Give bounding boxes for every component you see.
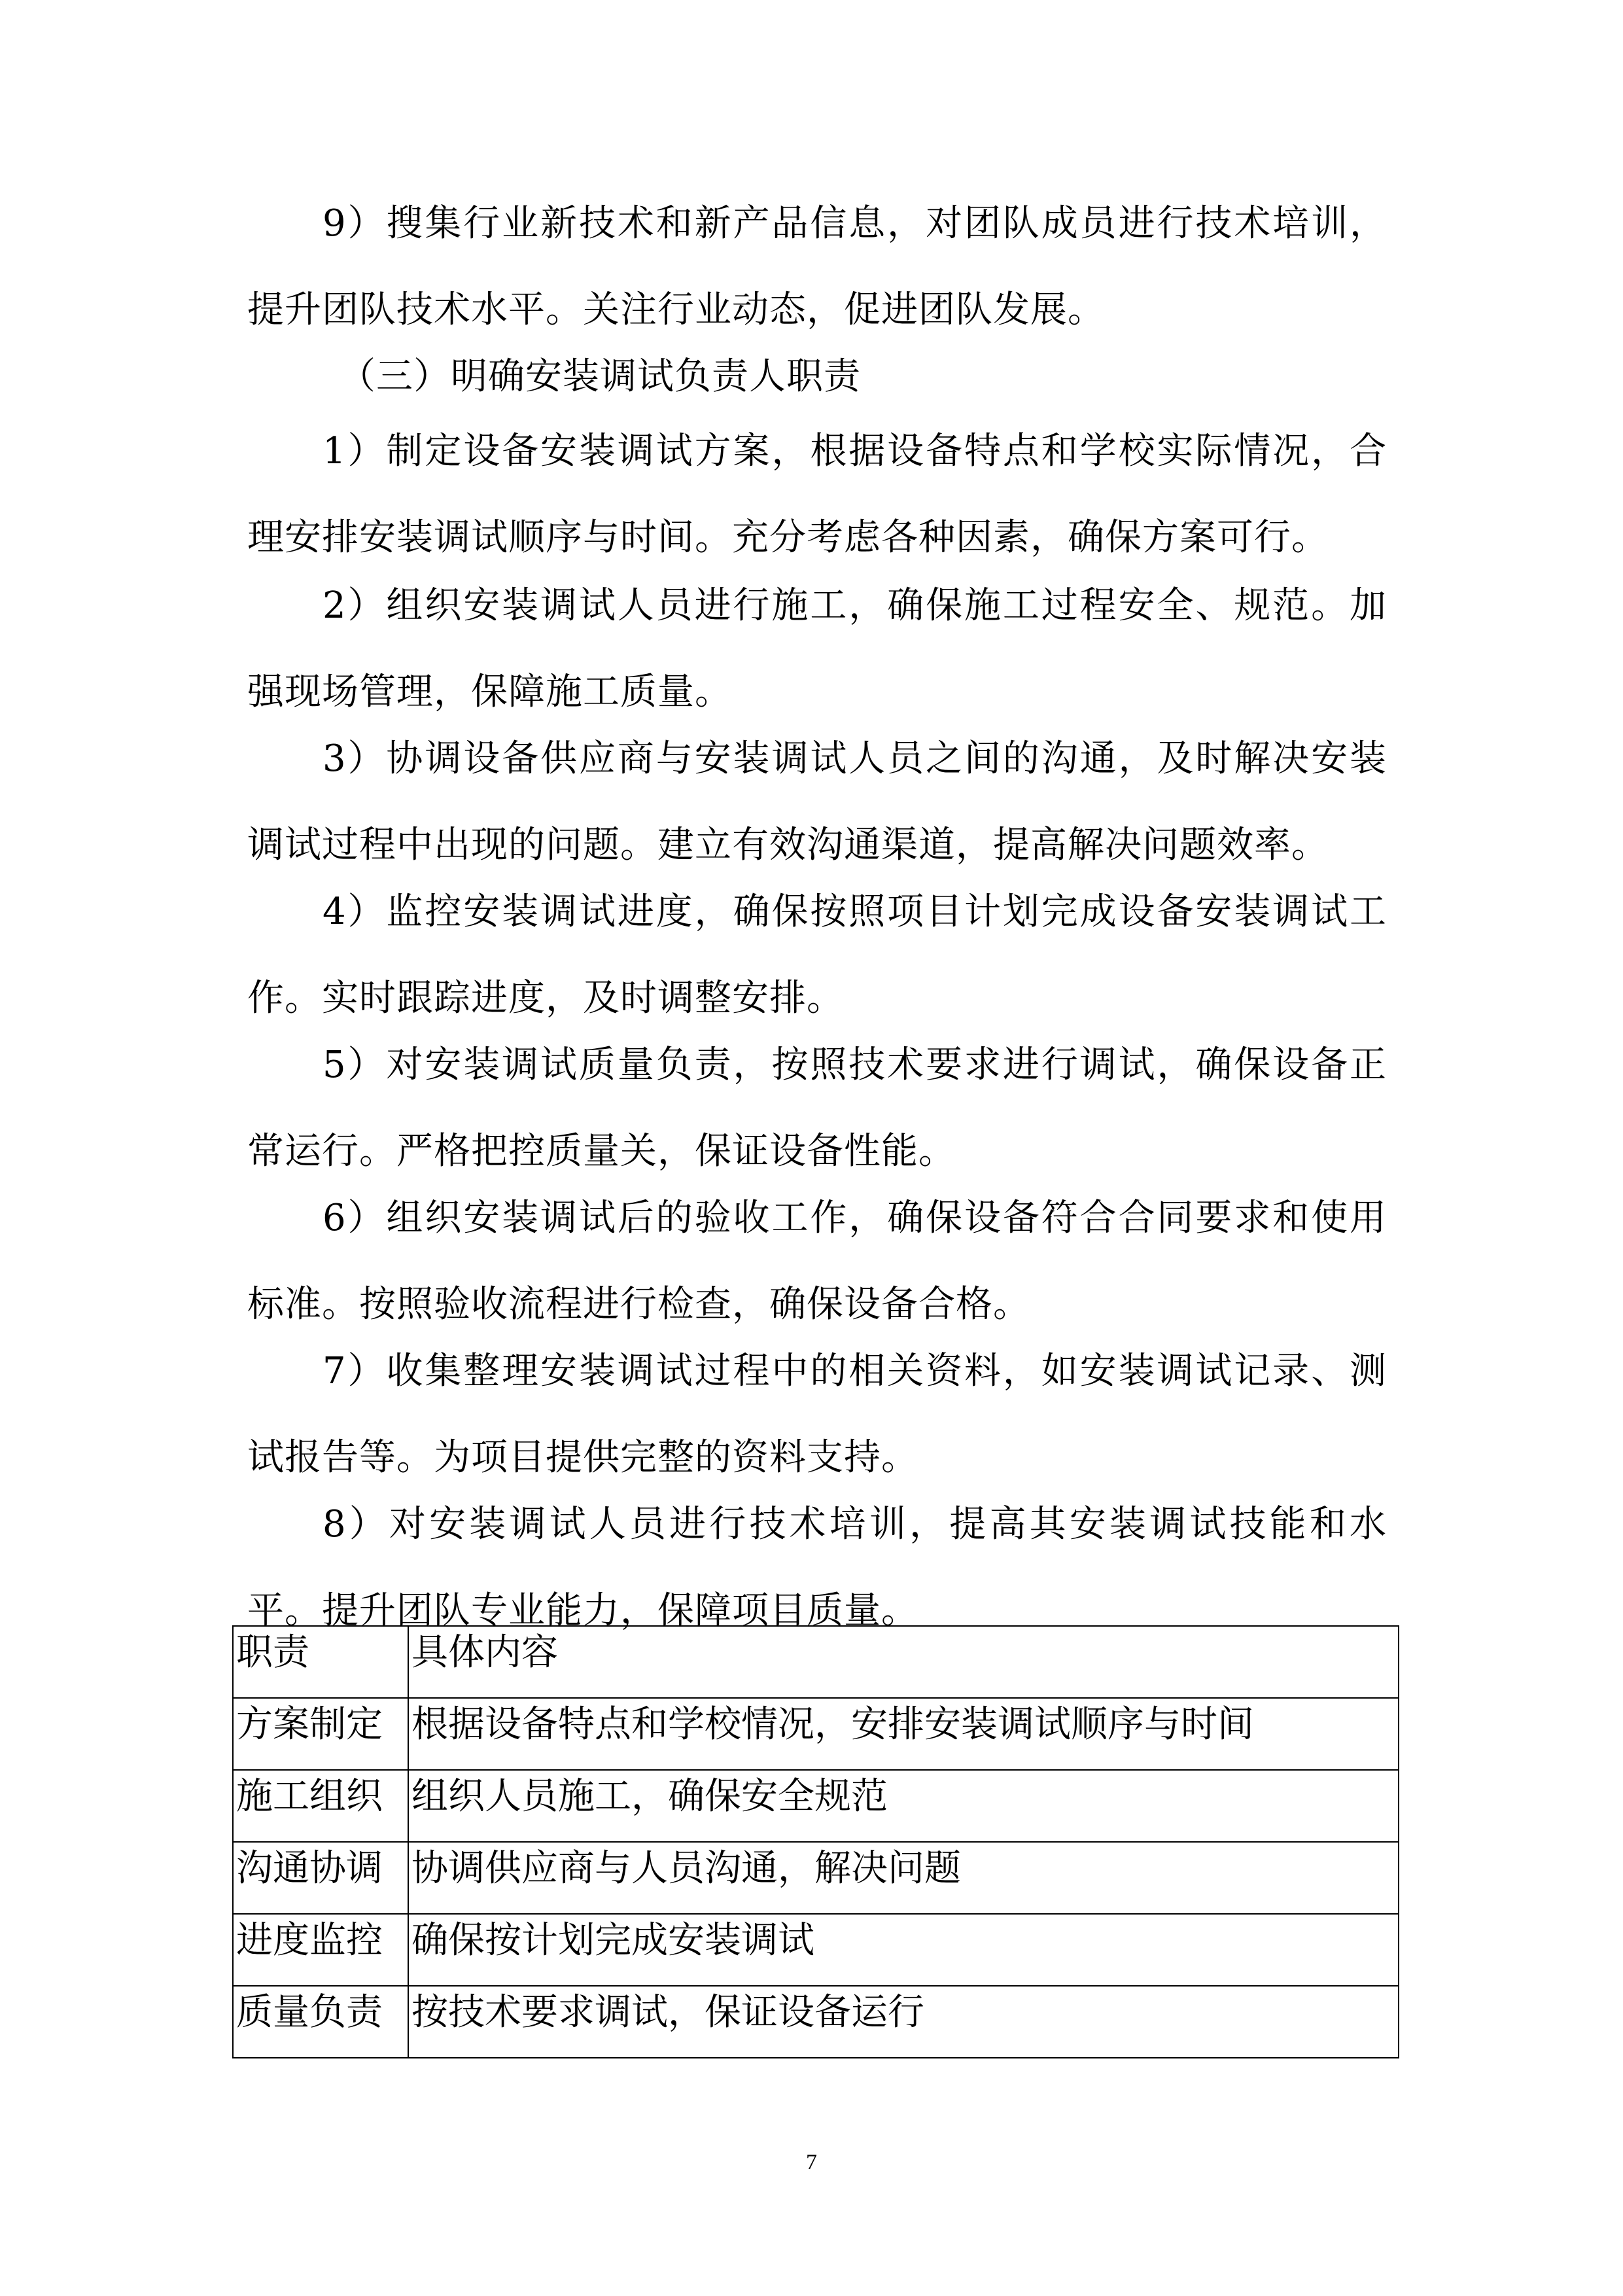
- table-row: [233, 1698, 1399, 1770]
- paragraph-item-1: 1）制定设备安装调试方案，根据设备特点和学校实际情况，合理安排安装调试顺序与时间。充分考虑各种因素，确保方案可行。: [247, 430, 1387, 559]
- table-cell: 确保按计划完成安装调试: [408, 1914, 1399, 1986]
- paragraph-item-5: 5）对安装调试质量负责，按照技术要求进行调试，确保设备正常运行。严格把控质量关，保证设备性能。: [247, 1044, 1387, 1173]
- table-cell: 按技术要求调试，保证设备运行: [408, 1986, 1399, 2058]
- table-header-cell: 职责: [233, 1626, 408, 1698]
- paragraph-item-9: 9）搜集行业新技术和新产品信息，对团队成员进行技术培训，提升团队技术水平。关注行业动态，促进团队发展。: [247, 202, 1387, 331]
- paragraph-item-8: 8）对安装调试人员进行技术培训，提高其安装调试技能和水平。提升团队专业能力，保障项目质量。: [247, 1503, 1387, 1632]
- table-row: [233, 1842, 1399, 1914]
- table-cell: 根据设备特点和学校情况，安排安装调试顺序与时间: [408, 1698, 1399, 1770]
- table-row: [233, 1986, 1399, 2058]
- paragraph-item-7: 7）收集整理安装调试过程中的相关资料，如安装调试记录、测试报告等。为项目提供完整的资料支持。: [247, 1350, 1387, 1479]
- table-cell: 协调供应商与人员沟通，解决问题: [408, 1842, 1399, 1914]
- table-header-cell: 具体内容: [408, 1626, 1399, 1698]
- paragraph-item-2: 2）组织安装调试人员进行施工，确保施工过程安全、规范。加强现场管理，保障施工质量。: [247, 584, 1387, 713]
- table-cell: 方案制定: [233, 1698, 408, 1770]
- table-cell: 进度监控: [233, 1914, 408, 1986]
- paragraph-item-3: 3）协调设备供应商与安装调试人员之间的沟通，及时解决安装调试过程中出现的问题。建立有效沟通渠道，提高解决问题效率。: [247, 737, 1387, 866]
- table-header-row: [233, 1626, 1399, 1698]
- paragraph-item-4: 4）监控安装调试进度，确保按照项目计划完成设备安装调试工作。实时跟踪进度，及时调整安排。: [247, 891, 1387, 1019]
- page-number: 7: [806, 2150, 817, 2174]
- table-cell: 组织人员施工，确保安全规范: [408, 1770, 1399, 1842]
- table-row: [233, 1770, 1399, 1842]
- responsibility-table: [232, 1625, 1399, 2058]
- table-cell: 沟通协调: [233, 1842, 408, 1914]
- table-cell: 施工组织: [233, 1770, 408, 1842]
- table-cell: 质量负责: [233, 1986, 408, 2058]
- paragraph-item-6: 6）组织安装调试后的验收工作，确保设备符合合同要求和使用标准。按照验收流程进行检查，确保设备合格。: [247, 1197, 1387, 1326]
- table-row: [233, 1914, 1399, 1986]
- section-heading: （三）明确安装调试负责人职责: [339, 355, 861, 398]
